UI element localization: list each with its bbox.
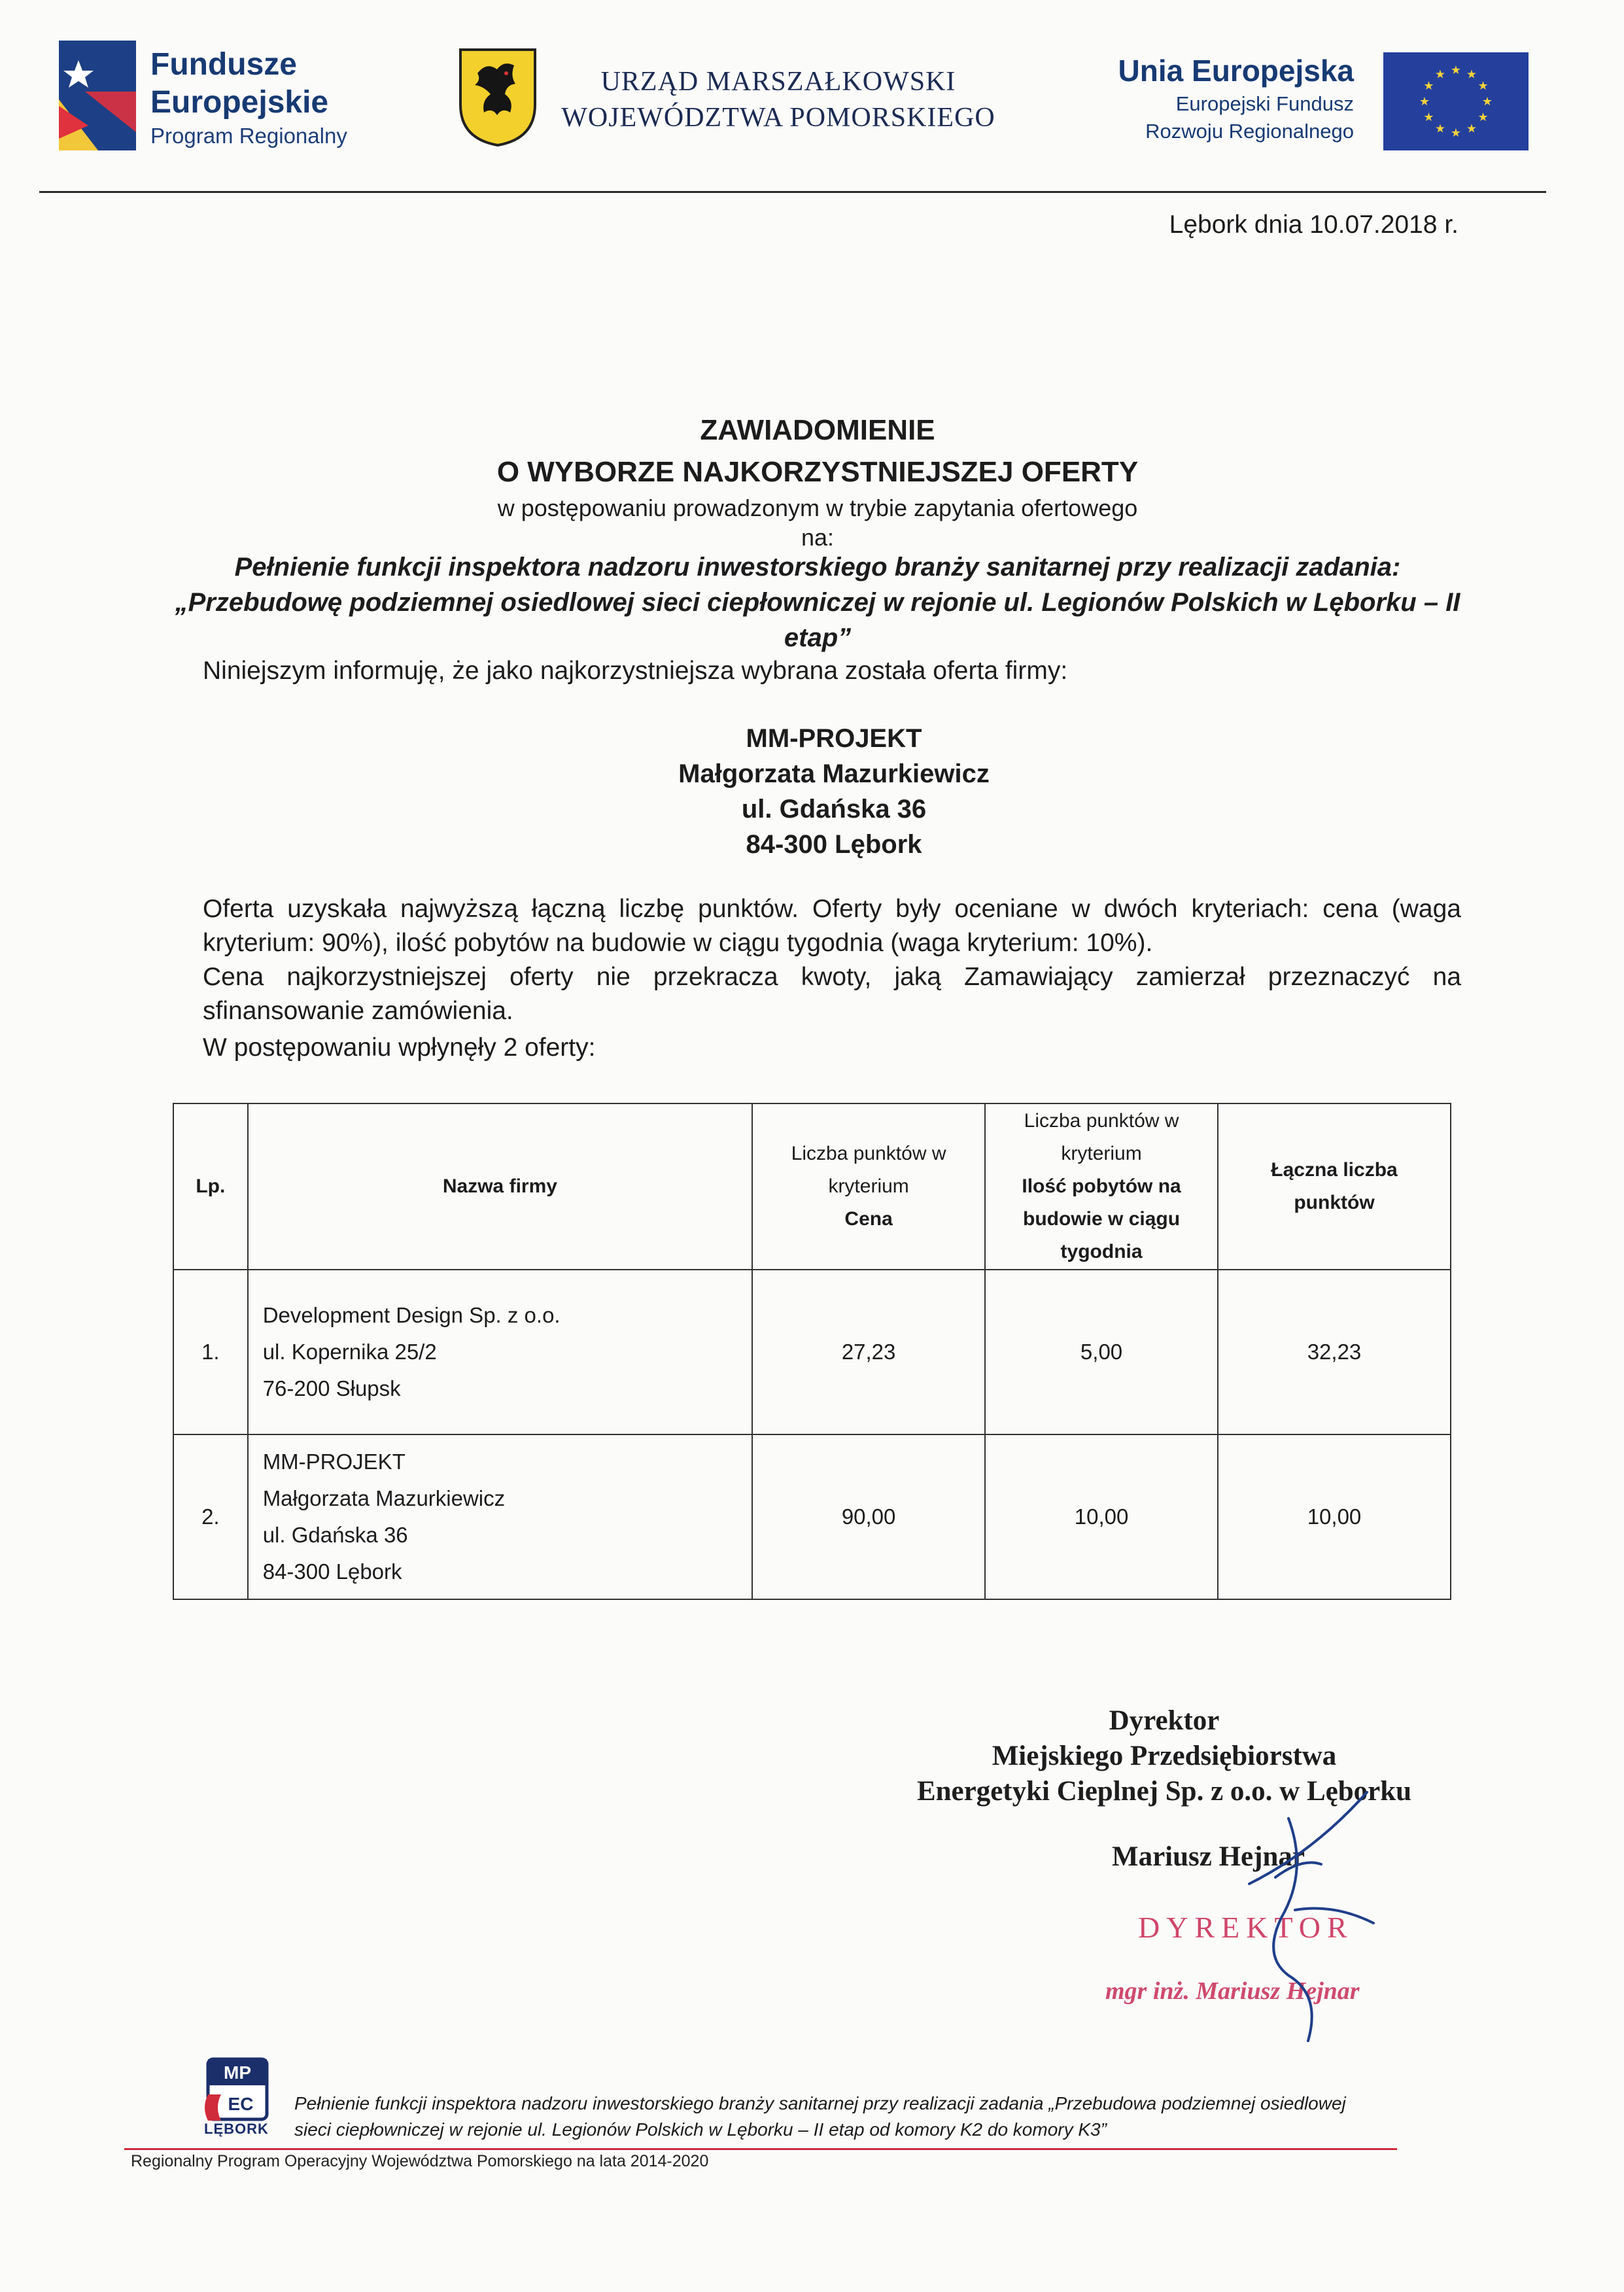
eu-star-icon: ★ (1423, 111, 1434, 124)
row-ilosc: 5,00 (985, 1270, 1218, 1434)
um-line1: URZĄD MARSZAŁKOWSKI (600, 67, 956, 97)
footer-project-text (294, 2091, 1406, 2143)
stamp-title: DYREKTOR (1138, 1911, 1354, 1944)
document-title: ZAWIADOMIENIE (700, 414, 935, 446)
footer-program: Regionalny Program Operacyjny Województwa Pomorskiego na lata 2014-2020 (131, 2152, 709, 2170)
procedure-na: na: (801, 524, 835, 551)
eu-star-icon: ★ (1477, 79, 1489, 92)
eu-flag-icon (1383, 52, 1529, 150)
eu-star-icon: ★ (1434, 67, 1446, 81)
ue-line1: Unia Europejska (1118, 54, 1354, 88)
body-paragraph-3: W postępowaniu wpłynęły 2 oferty: (203, 1033, 596, 1062)
ue-line2: Europejski Fundusz (1175, 92, 1354, 115)
row-cena: 27,23 (752, 1270, 985, 1434)
fe-line2: Europejskie (150, 85, 329, 120)
row-sum: 10,00 (1218, 1434, 1451, 1599)
selected-firm-line2: Małgorzata Mazurkiewicz (678, 759, 990, 788)
intro-paragraph: Niniejszym informuję, że jako najkorzystniejsza wybrana została oferta firmy: (203, 657, 1068, 685)
unia-europejska-text (1040, 51, 1354, 145)
selected-firm (458, 721, 1210, 862)
stamp-name: mgr inż. Mariusz Hejnar (1105, 1977, 1360, 2005)
eu-star-icon: ★ (1466, 122, 1477, 135)
row-lp: 1. (173, 1270, 248, 1434)
procedure-mode: w postępowaniu prowadzonym w trybie zapytania ofertowego (497, 495, 1138, 521)
signatory-name: Mariusz Hejnar (1112, 1841, 1305, 1872)
urzad-marszalkowski-text (549, 64, 1007, 136)
table-row (173, 1434, 1451, 1599)
svg-text:MP: MP (224, 2062, 251, 2083)
eu-star-icon: ★ (1481, 95, 1493, 108)
pomorskie-crest-icon (458, 47, 538, 147)
header-cena: Liczba punktów w kryterium Cena (752, 1103, 985, 1270)
procurement-subject: Pełnienie funkcji inspektora nadzoru inwestorskiego branży sanitarnej przy realizacji zadania: „Przebudowę podziemnej osiedlowej sieci ciepłowniczej w rejonie ul. Legionów Polskich w Lęborku – II etap” (175, 553, 1460, 652)
eu-star-icon: ★ (1423, 79, 1434, 92)
selected-firm-line3: ul. Gdańska 36 (741, 795, 927, 824)
eu-star-icon: ★ (1477, 111, 1489, 124)
body-paragraph-1: Oferta uzyskała najwyższą łączną liczbę punktów. Oferty były oceniane w dwóch kryteriach: cena (waga kryterium: 90%), ilość pobytów na budowie w ciągu tygodnia (waga kryterium: 10%). (203, 895, 1461, 957)
footer-text-line1: Pełnienie funkcji inspektora nadzoru inwestorskiego branży sanitarnej przy realizacji zadania „Przebudowa podziemnej osiedlowej (294, 2093, 1346, 2113)
offers-table (173, 1103, 1451, 1600)
signatory-line3: Energetyki Cieplnej Sp. z o.o. w Lęborku (916, 1776, 1412, 1807)
eu-star-icon: ★ (1434, 122, 1446, 135)
mpec-label: LĘBORK (204, 2121, 269, 2137)
fe-line3: Program Regionalny (150, 124, 347, 148)
document-subtitle: O WYBORZE NAJKORZYSTNIEJSZEJ OFERTY (496, 456, 1139, 488)
eu-star-icon: ★ (1466, 67, 1477, 81)
table-row (173, 1270, 1451, 1434)
body-paragraph-2: Cena najkorzystniejszej oferty nie przekracza kwoty, jaką Zamawiający zamierzał przeznaczyć na sfinansowanie zamówienia. (203, 963, 1461, 1025)
fundusze-europejskie-logo-icon (59, 41, 136, 150)
fundusze-europejskie-text (150, 46, 347, 150)
table-header-row (173, 1103, 1451, 1270)
header-name: Nazwa firmy (248, 1103, 752, 1270)
header-sum: Łączna liczba punktów (1218, 1103, 1451, 1270)
signatory-line2: Miejskiego Przedsiębiorstwa (992, 1741, 1337, 1771)
um-line2: WOJEWÓDZTWA POMORSKIEGO (561, 103, 995, 133)
footer-text-line2: sieci ciepłowniczej w rejonie ul. Legionów Polskich w Lęborku – II etap od komory K2 do komory K3” (294, 2119, 1107, 2140)
header-ilosc: Liczba punktów w kryterium Ilość pobytów na budowie w ciągu tygodnia (985, 1103, 1218, 1270)
eu-star-icon: ★ (1419, 95, 1430, 108)
row-lp: 2. (173, 1434, 248, 1599)
selected-firm-line4: 84-300 Lębork (746, 830, 922, 859)
header-divider (39, 191, 1546, 193)
selected-firm-line1: MM-PROJEKT (746, 724, 922, 753)
header-lp: Lp. (173, 1103, 248, 1270)
svg-text:EC: EC (228, 2094, 254, 2114)
handwritten-signature-icon (1210, 1779, 1393, 2060)
row-firm-name: Development Design Sp. z o.o. ul. Kopernika 25/2 76-200 Słupsk (248, 1270, 752, 1434)
row-cena: 90,00 (752, 1434, 985, 1599)
eu-star-icon: ★ (1450, 126, 1462, 139)
footer-divider (124, 2148, 1397, 2150)
signatory-line1: Dyrektor (1109, 1705, 1220, 1736)
row-ilosc: 10,00 (985, 1434, 1218, 1599)
document-date: Lębork dnia 10.07.2018 r. (1169, 211, 1459, 239)
row-sum: 32,23 (1218, 1270, 1451, 1434)
ue-line3: Rozwoju Regionalnego (1145, 120, 1354, 143)
eu-star-icon: ★ (1450, 63, 1462, 77)
fe-line1: Fundusze (150, 47, 297, 82)
row-firm-name: MM-PROJEKT Małgorzata Mazurkiewicz ul. Gdańska 36 84-300 Lębork (248, 1434, 752, 1599)
